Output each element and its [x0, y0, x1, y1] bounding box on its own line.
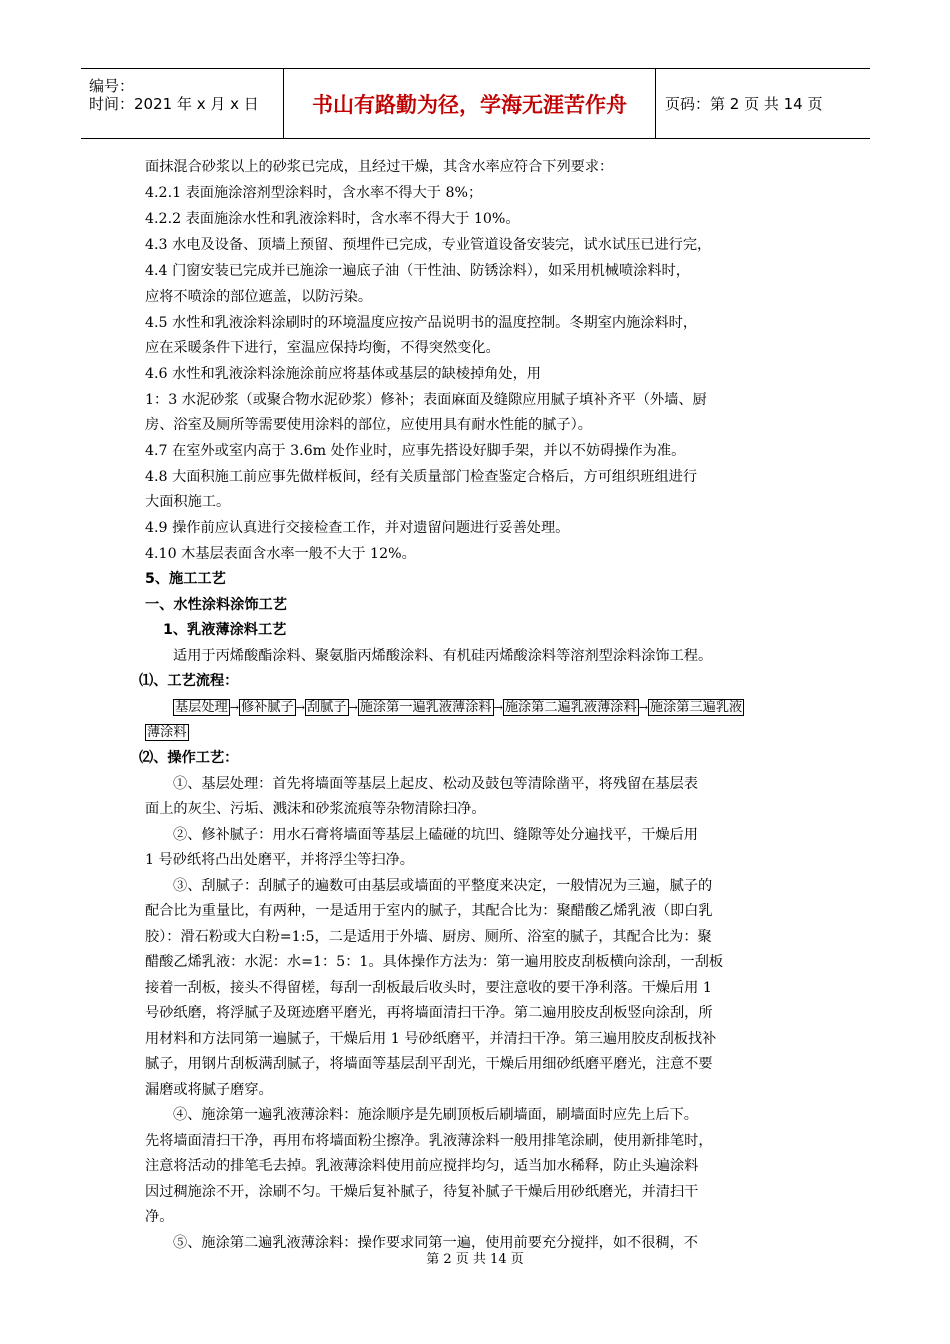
- op-line: 注意将活动的排笔毛去掉。乳液薄涂料使用前应搅拌均匀，适当加水稀释，防止头遍涂料: [145, 1158, 699, 1174]
- header-info-cell: [81, 69, 284, 138]
- op-line: 1 号砂纸将凸出处磨平，并将浮尘等扫净。: [145, 852, 414, 868]
- op-line: 号砂纸磨，将浮腻子及斑迹磨平磨光，再将墙面清扫干净。第二遍用胶皮刮板竖向涂刮，所: [145, 1005, 713, 1021]
- text-line: 大面积施工。: [145, 494, 231, 510]
- section-heading-1: 1、乳液薄涂料工艺: [163, 622, 287, 638]
- arrow-icon: →: [493, 701, 503, 714]
- flow-step: 刮腻子: [306, 700, 347, 715]
- text-line: 4.3 水电及设备、顶墙上预留、预埋件已完成，专业管道设备安装完，试水试压已进行完，: [145, 237, 712, 253]
- process-flow: [173, 696, 744, 715]
- flow-step-wrap: 薄涂料: [147, 725, 187, 740]
- text-line: 4.9 操作前应认真进行交接检查工作，并对遗留问题进行妥善处理。: [145, 520, 570, 536]
- text-line: 4.6 水性和乳液涂料涂施涂前应将基体或基层的缺棱掉角处，用: [145, 366, 541, 382]
- op-line: 漏磨或将腻子磨穿。: [145, 1082, 273, 1098]
- text-line: 4.7 在室外或室内高于 3.6m 处作业时，应事先搭设好脚手架，并以不妨碍操作为准。: [145, 443, 686, 459]
- intro-line: 适用于丙烯酸酯涂料、聚氨脂丙烯酸涂料、有机硅丙烯酸涂料等溶剂型涂料涂饰工程。: [173, 648, 713, 664]
- number-label: 编号：: [89, 77, 135, 95]
- text-line: 4.8 大面积施工前应事先做样板间，经有关质量部门检查鉴定合格后，方可组织班组进行: [145, 469, 698, 485]
- text-line: 4.10 木基层表面含水率一般不大于 12%。: [145, 546, 416, 562]
- arrow-icon: →: [638, 701, 648, 714]
- flow-step: 修补腻子: [240, 700, 294, 715]
- op-line: 胶）：滑石粉或大白粉=1:5，二是适用于外墙、厨房、厕所、浴室的腻子，其配合比为：聚: [145, 929, 712, 945]
- flow-step: 施涂第三遍乳液: [649, 700, 743, 715]
- text-line: 应将不喷涂的部位遮盖，以防污染。: [145, 289, 373, 305]
- page-footer: 第 2 页 共 14 页: [426, 1252, 524, 1267]
- header-page-label: 页码：第 2 页 共 14 页: [665, 95, 823, 113]
- flow-heading: ⑴、工艺流程：: [139, 673, 239, 689]
- op-line: 先将墙面清扫干净，再用布将墙面粉尘擦净。乳液薄涂料一般用排笔涂刷，使用新排笔时，: [145, 1133, 713, 1149]
- time-label: 时间：2021 年 x 月 x 日: [89, 95, 259, 113]
- header-motto: 书山有路勤为径，学海无涯苦作舟: [284, 69, 656, 138]
- text-line: 4.2.1 表面施涂溶剂型涂料时，含水率不得大于 8%；: [145, 185, 483, 201]
- op-line: 面上的灰尘、污垢、溅沫和砂浆流痕等杂物清除扫净。: [145, 801, 486, 817]
- op-line: ③、刮腻子：刮腻子的遍数可由基层或墙面的平整度来决定，一般情况为三遍，腻子的: [173, 878, 713, 894]
- page-header: [81, 68, 870, 139]
- text-line: 面抹混合砂浆以上的砂浆已完成，且经过干燥，其含水率应符合下列要求：: [145, 159, 614, 175]
- op-line: 净。: [145, 1209, 174, 1225]
- op-line: 用材料和方法同第一遍腻子，干燥后用 1 号砂纸磨平，并清扫干净。第三遍用胶皮刮板找补: [145, 1031, 717, 1047]
- flow-step: 施涂第一遍乳液薄涂料: [359, 700, 492, 715]
- text-line: 4.4 门窗安装已完成并已施涂一遍底子油（干性油、防锈涂料），如采用机械喷涂料时，: [145, 263, 690, 279]
- op-line: ⑤、施涂第二遍乳液薄涂料：操作要求同第一遍，使用前要充分搅拌，如不很稠，不: [173, 1235, 698, 1251]
- op-line: 醋酸乙烯乳液：水泥：水=1：5：1。具体操作方法为：第一遍用胶皮刮板横向涂刮，一刮板: [145, 954, 724, 970]
- section-heading-5: 5、施工工艺: [145, 571, 226, 587]
- text-line: 4.5 水性和乳液涂料涂刷时的环境温度应按产品说明书的温度控制。冬期室内施涂料时，: [145, 315, 698, 331]
- text-line: 房、浴室及厕所等需要使用涂料的部位，应使用具有耐水性能的腻子）。: [145, 417, 592, 433]
- text-line: 应在采暖条件下进行，室温应保持均衡，不得突然变化。: [145, 340, 500, 356]
- op-line: 接着一刮板，接头不得留槎，每刮一刮板最后收头时，要注意收的要干净利落。干燥后用 1: [145, 980, 712, 996]
- op-line: 配合比为重量比，有两种，一是适用于室内的腻子，其配合比为：聚醋酸乙烯乳液（即白乳: [145, 903, 713, 919]
- op-line: 腻子，用钢片刮板满刮腻子，将墙面等基层刮平刮光，干燥后用细砂纸磨平磨光，注意不要: [145, 1056, 713, 1072]
- process-flow-wrap: [145, 721, 189, 740]
- arrow-icon: →: [229, 701, 239, 714]
- op-line: ①、基层处理：首先将墙面等基层上起皮、松动及鼓包等清除凿平，将残留在基层表: [173, 776, 698, 792]
- op-line: ②、修补腻子：用水石膏将墙面等基层上磕碰的坑凹、缝隙等处分遍找平，干燥后用: [173, 827, 698, 843]
- op-line: 因过稠施涂不开，涂刷不匀。干燥后复补腻子，待复补腻子干燥后用砂纸磨光，并清扫干: [145, 1184, 699, 1200]
- flow-step: 基层处理: [175, 700, 228, 715]
- section-heading-a: 一、水性涂料涂饰工艺: [145, 597, 287, 613]
- op-heading: ⑵、操作工艺：: [139, 750, 239, 766]
- text-line: 4.2.2 表面施涂水性和乳液涂料时，含水率不得大于 10%。: [145, 211, 520, 227]
- op-line: ④、施涂第一遍乳液薄涂料：施涂顺序是先刷顶板后刷墙面，刷墙面时应先上后下。: [173, 1107, 698, 1123]
- arrow-icon: →: [348, 701, 358, 714]
- arrow-icon: →: [295, 701, 305, 714]
- flow-step: 施涂第二遍乳液薄涂料: [504, 700, 637, 715]
- text-line: 1：3 水泥砂浆（或聚合物水泥砂浆）修补；表面麻面及缝隙应用腻子填补齐平（外墙、厨: [145, 392, 707, 408]
